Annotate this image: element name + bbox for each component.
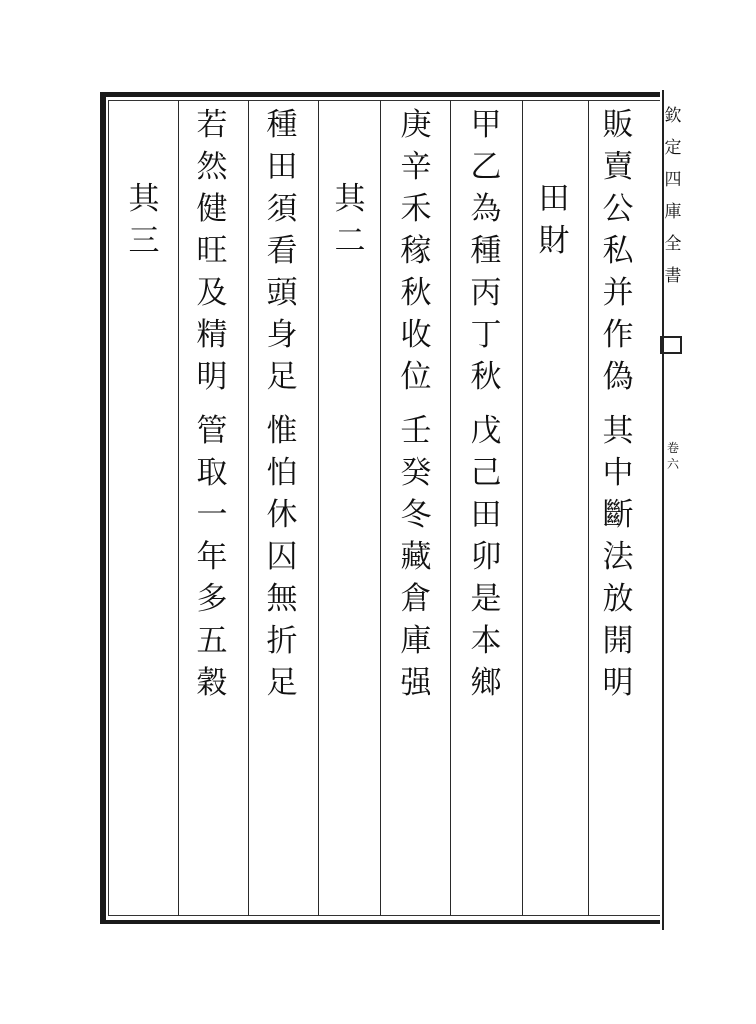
text-column-1-upper [598,104,638,398]
glyph: 二 [334,223,366,259]
glyph: 種 [266,107,298,143]
glyph: 其 [128,181,160,217]
glyph: 作 [602,317,634,353]
glyph: 無 [266,581,298,617]
glyph: 多 [196,581,228,617]
text-column-7-upper [192,104,232,398]
glyph: 為 [470,191,502,227]
glyph: 戊 [470,413,502,449]
glyph: 看 [266,233,298,269]
glyph: 鄉 [470,665,502,701]
glyph: 三 [128,223,160,259]
text-column-3-upper [466,104,506,398]
text-column-7-lower [192,410,232,704]
glyph: 明 [196,359,228,395]
glyph: 稼 [400,233,432,269]
text-column-1-lower [598,410,638,704]
glyph: 其 [334,181,366,217]
column-rule [318,100,319,916]
glyph: 田 [470,497,502,533]
glyph: 乙 [470,149,502,185]
text-column-6-lower [262,410,302,704]
page-inner-border [108,100,660,916]
spine-volume-number [664,440,682,472]
glyph: 明 [602,665,634,701]
glyph: 管 [196,413,228,449]
glyph: 强 [400,665,432,701]
fish-tail-mark [660,336,682,354]
spine-char: 庫 [664,202,682,222]
column-rule [248,100,249,916]
glyph: 秋 [400,275,432,311]
glyph: 壬 [400,413,432,449]
glyph: 法 [602,539,634,575]
text-column-4-lower [396,410,436,704]
glyph: 秋 [470,359,502,395]
spine-char: 定 [664,138,682,158]
glyph: 囚 [266,539,298,575]
glyph: 公 [602,191,634,227]
glyph: 種 [470,233,502,269]
text-column-3-lower [466,410,506,704]
glyph: 冬 [400,497,432,533]
glyph: 田 [538,181,570,217]
glyph: 身 [266,317,298,353]
glyph: 丁 [470,317,502,353]
section-heading-tiancai [534,178,574,262]
glyph: 田 [266,149,298,185]
spine-title [664,100,682,292]
glyph: 年 [196,539,228,575]
glyph: 惟 [266,413,298,449]
glyph: 若 [196,107,228,143]
glyph: 休 [266,497,298,533]
glyph: 健 [196,191,228,227]
glyph: 藏 [400,539,432,575]
column-rule [380,100,381,916]
glyph: 并 [602,275,634,311]
glyph: 收 [400,317,432,353]
glyph: 穀 [196,665,228,701]
spine-char: 全 [664,234,682,254]
column-rule [588,100,589,916]
glyph: 私 [602,233,634,269]
column-rule [450,100,451,916]
glyph: 偽 [602,359,634,395]
glyph: 甲 [470,107,502,143]
glyph: 旺 [196,233,228,269]
spine-char: 六 [666,457,679,471]
glyph: 及 [196,275,228,311]
text-column-6-upper [262,104,302,398]
section-heading-qisan [124,178,164,262]
glyph: 怕 [266,455,298,491]
spine-char: 書 [664,266,682,286]
glyph: 己 [470,455,502,491]
section-heading-qier [330,178,370,262]
glyph: 倉 [400,581,432,617]
glyph: 庚 [400,107,432,143]
glyph: 足 [266,665,298,701]
text-column-4-upper [396,104,436,398]
glyph: 販 [602,107,634,143]
column-rule [178,100,179,916]
glyph: 斷 [602,497,634,533]
glyph: 癸 [400,455,432,491]
glyph: 庫 [400,623,432,659]
glyph: 辛 [400,149,432,185]
spine-char: 卷 [666,441,679,455]
glyph: 精 [196,317,228,353]
spine-char: 四 [664,170,682,190]
glyph: 其 [602,413,634,449]
glyph: 五 [196,623,228,659]
glyph: 丙 [470,275,502,311]
glyph: 是 [470,581,502,617]
glyph: 卯 [470,539,502,575]
glyph: 位 [400,359,432,395]
glyph: 頭 [266,275,298,311]
glyph: 本 [470,623,502,659]
glyph: 取 [196,455,228,491]
glyph: 須 [266,191,298,227]
glyph: 放 [602,581,634,617]
glyph: 財 [538,223,570,259]
column-rule [522,100,523,916]
glyph: 折 [266,623,298,659]
glyph: 然 [196,149,228,185]
glyph: 一 [196,497,228,533]
glyph: 禾 [400,191,432,227]
spine-char: 欽 [664,106,682,126]
glyph: 中 [602,455,634,491]
glyph: 開 [602,623,634,659]
glyph: 足 [266,359,298,395]
glyph: 賣 [602,149,634,185]
